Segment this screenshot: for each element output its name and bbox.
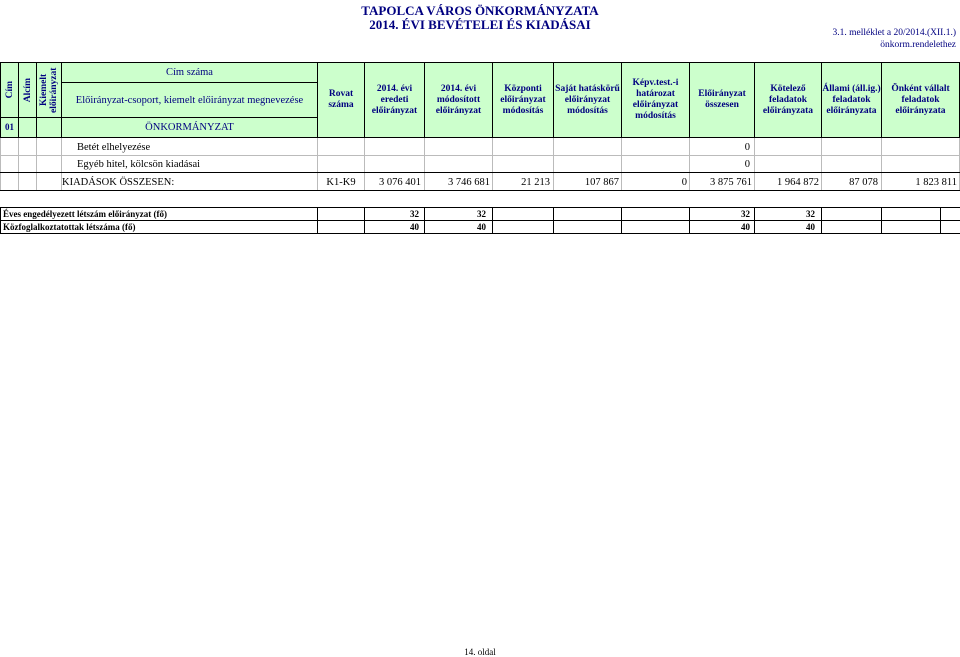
total-modositott: 3 746 681 bbox=[448, 177, 490, 188]
col-csoport: Előirányzat-csoport, kiemelt előirányzat megnevezése bbox=[61, 82, 318, 118]
total-kotelezo: 1 964 872 bbox=[777, 177, 819, 188]
total-rovat: K1-K9 bbox=[326, 177, 356, 188]
staff-kotelezo: 40 bbox=[806, 222, 815, 232]
staff-kotelezo: 32 bbox=[806, 209, 815, 219]
annex-note-2: önkorm.rendelethez bbox=[880, 40, 956, 50]
staff-modositott: 32 bbox=[477, 209, 486, 219]
section-kiemelt-cell bbox=[36, 117, 62, 138]
col-kozponti: Központi előirányzat módosítás bbox=[492, 62, 554, 138]
page-number: 14. oldal bbox=[464, 647, 496, 657]
staff-eredeti: 32 bbox=[410, 209, 419, 219]
col-kiemelt: Kiemelt előirányzat bbox=[36, 62, 62, 118]
document-subtitle: 2014. ÉVI BEVÉTELEI ÉS KIADÁSAI bbox=[369, 17, 591, 32]
section-alcim-cell bbox=[18, 117, 37, 138]
staff-label: Közfoglalkoztatottak létszáma (fő) bbox=[3, 222, 136, 232]
col-eredeti: 2014. évi eredeti előirányzat bbox=[364, 62, 425, 138]
col-kepv: Képv.test.-i határozat előirányzat módosítás bbox=[621, 62, 690, 138]
total-kepv: 0 bbox=[681, 177, 687, 188]
row-osszesen: 0 bbox=[744, 159, 750, 170]
annex-note: 3.1. melléklet a 20/2014.(XII.1.) bbox=[832, 28, 956, 38]
staff-osszesen: 40 bbox=[741, 222, 750, 232]
col-onkent: Önként vállalt feladatok előirányzata bbox=[881, 62, 960, 138]
row-label: Egyéb hitel, kölcsön kiadásai bbox=[77, 159, 201, 170]
section-name-cell: ÖNKORMÁNYZAT bbox=[61, 117, 318, 138]
section-code-cell: 01 bbox=[0, 117, 19, 138]
total-sajat: 107 867 bbox=[584, 177, 619, 188]
staff-modositott: 40 bbox=[477, 222, 486, 232]
col-modositott: 2014. évi módosított előirányzat bbox=[424, 62, 493, 138]
row-osszesen: 0 bbox=[744, 142, 750, 153]
total-eredeti: 3 076 401 bbox=[379, 177, 421, 188]
col-rovat: Rovat száma bbox=[317, 62, 365, 138]
col-allami: Állami (áll.ig.) feladatok előirányzata bbox=[821, 62, 882, 138]
document-title: TAPOLCA VÁROS ÖNKORMÁNYZATA bbox=[361, 3, 599, 18]
total-allami: 87 078 bbox=[849, 177, 878, 188]
col-sajat: Saját hatáskörű előirányzat módosítás bbox=[553, 62, 622, 138]
staff-osszesen: 32 bbox=[741, 209, 750, 219]
total-label: KIADÁSOK ÖSSZESEN: bbox=[62, 177, 175, 188]
total-osszesen: 3 875 761 bbox=[710, 177, 752, 188]
total-kozponti: 21 213 bbox=[521, 177, 550, 188]
staff-eredeti: 40 bbox=[410, 222, 419, 232]
col-alcim: Alcím bbox=[18, 62, 37, 118]
col-cim-szama: Cím száma bbox=[61, 62, 318, 83]
row-label: Betét elhelyezése bbox=[77, 142, 151, 153]
col-kotelezo: Kötelező feladatok előirányzata bbox=[754, 62, 822, 138]
col-cim: Cím bbox=[0, 62, 19, 118]
staff-label: Éves engedélyezett létszám előirányzat (fő) bbox=[3, 209, 167, 219]
col-osszesen: Előirányzat összesen bbox=[689, 62, 755, 138]
total-onkent: 1 823 811 bbox=[915, 177, 957, 188]
